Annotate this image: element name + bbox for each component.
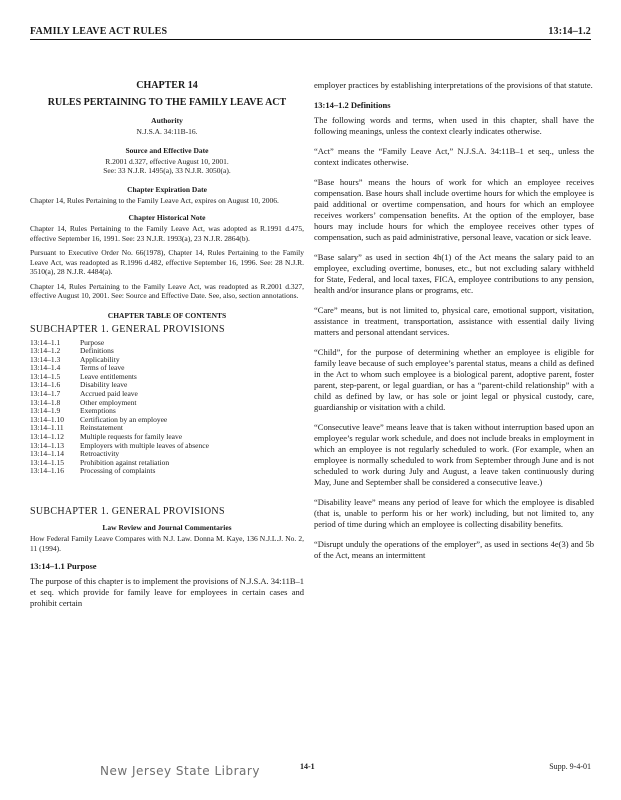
definition-child: “Child”, for the purpose of determining whether an employee is eligible for family leave because of such employee’s parental status, means a child as defined in the Act to whom such employee is a biological parent, adoptive parent, foster parent, step-parent, or legal guardian, or has a “parent-child relationship” with a child as defined by law, or has sole or joint legal or physical custody, care, guardianship or visitation with a child. [314,347,594,412]
toc-number: 13:14–1.16 [30,466,64,476]
toc-entry[interactable] [30,442,304,451]
toc-entry[interactable] [30,416,304,425]
toc-title: Disability leave [80,380,128,390]
supplement-date: Supp. 9-4-01 [549,762,591,771]
toc-number: 13:14–1.1 [30,337,61,347]
definition-consecutive-leave: “Consecutive leave” means leave that is taken without interruption based upon an employee’s regular work schedule, and does not include breaks in employment in which an employee is not regularly scheduled to work. (For example, when an employee is normally scheduled to work from September through June and is not scheduled to work during July and August, a leave taken continuously during May, June and September shall be considered a consecutive leave.) [314,422,594,487]
source-heading: Source and Effective Date [125,145,209,155]
toc-title: Multiple requests for family leave [80,432,183,442]
toc-title: Purpose [80,337,105,347]
chapter-number: CHAPTER 14 [136,80,198,91]
toc-title: Accrued paid leave [80,389,138,399]
toc-number: 13:14–1.9 [30,406,61,416]
toc-title: Other employment [80,397,137,407]
toc-number: 13:14–1.10 [30,414,64,424]
toc-title: Processing of complaints [80,466,156,476]
toc-number: 13:14–1.13 [30,440,64,450]
toc-entry[interactable] [30,373,304,382]
toc-number: 13:14–1.3 [30,354,61,364]
definitions-heading: 13:14–1.2 Definitions [314,100,391,110]
definition-act: “Act” means the “Family Leave Act,” N.J.S.A. 34:11B–1 et seq., unless the context indicates otherwise. [314,146,594,167]
toc-title: Employers with multiple leaves of absence [80,440,209,450]
authority-text: N.J.S.A. 34:11B-16. [136,127,198,136]
authority-heading: Authority [151,116,183,125]
historical-note-3: Chapter 14, Rules Pertaining to the Family Leave Act, was readopted as R.2001 d.327, effective August 10, 2001. See: Source and Effective Date. See, also, section annotations. [30,281,304,300]
page-number: 14-1 [300,762,315,771]
running-header [30,26,591,40]
source-line-1: R.2001 d.327, effective August 10, 2001. [105,156,229,166]
definition-care: “Care” means, but is not limited to, physical care, emotional support, visitation, assistance in treatment, transportation, assistance with essential daily living matters and personal attendant services. [314,305,594,337]
expiration-heading: Chapter Expiration Date [127,184,207,194]
purpose-text: The purpose of this chapter is to implement the provisions of N.J.S.A. 34:11B–1 et seq. which provide for family leave for employees in certain cases and prohibit certain [30,576,304,608]
header-section-number: 13:14–1.2 [548,26,591,37]
definition-disability-leave: “Disability leave” means any period of leave for which the employee is disabled (that is, unable to perform his or her work) including, but not limited to, any period of time during which an employee is collecting disability benefits. [314,497,594,529]
toc-number: 13:14–1.4 [30,363,61,373]
definition-disrupt-unduly: “Disrupt unduly the operations of the employer”, as used in sections 4e(3) and 5b of the Act, means an intermittent [314,539,594,560]
toc-number: 13:14–1.8 [30,397,61,407]
toc-title: Terms of leave [80,363,125,373]
toc-number: 13:14–1.12 [30,432,64,442]
toc-entry[interactable] [30,459,304,468]
toc-entry[interactable] [30,390,304,399]
toc-entry[interactable] [30,339,304,348]
historical-note-1: Chapter 14, Rules Pertaining to the Family Leave Act, was adopted as R.1991 d.475, effective September 16, 1991. See: 23 N.J.R. 1993(a), 23 N.J.R. 2864(b). [30,224,304,243]
header-title: FAMILY LEAVE ACT RULES [30,26,168,37]
subchapter-heading: SUBCHAPTER 1. GENERAL PROVISIONS [30,323,225,335]
subchapter-body-heading: SUBCHAPTER 1. GENERAL PROVISIONS [30,506,225,517]
law-review-text: How Federal Family Leave Compares with N.J. Law. Donna M. Kaye, 136 N.J.L.J. No. 2, 11 (1994). [30,534,304,553]
purpose-heading: 13:14–1.1 Purpose [30,561,97,571]
chapter-title: RULES PERTAINING TO THE FAMILY LEAVE ACT [47,97,287,108]
toc-number: 13:14–1.5 [30,371,61,381]
table-of-contents [30,339,304,477]
purpose-continued: employer practices by establishing interpretations of the provisions of that statute. [314,80,593,90]
toc-entry[interactable] [30,407,304,416]
toc-entry[interactable] [30,399,304,408]
law-review-heading: Law Review and Journal Commentaries [102,523,232,532]
toc-title: Exemptions [80,406,116,416]
right-column [314,80,594,570]
toc-number: 13:14–1.11 [30,423,64,433]
toc-title: Leave entitlements [80,371,137,381]
table-of-contents-heading: CHAPTER TABLE OF CONTENTS [107,310,227,320]
definitions-intro: The following words and terms, when used in this chapter, shall have the following meanings, unless the context clearly indicates otherwise. [314,115,594,136]
toc-title: Retroactivity [80,449,120,459]
library-stamp: New Jersey State Library [100,764,260,778]
toc-number: 13:14–1.14 [30,449,64,459]
toc-entry[interactable] [30,347,304,356]
toc-title: Certification by an employee [80,414,168,424]
toc-number: 13:14–1.2 [30,346,61,356]
toc-title: Applicability [80,354,120,364]
definition-base-salary: “Base salary” as used in section 4h(1) of the Act means the salary paid to an employee, excluding overtime, bonuses, etc., but not excluding salary withheld for State, Federal, and local taxes, FICA, employee contributions to any pension, health and/or insurance plans or programs, etc. [314,252,594,295]
toc-entry[interactable] [30,364,304,373]
toc-title: Definitions [80,346,114,356]
toc-title: Prohibition against retaliation [80,457,170,467]
toc-number: 13:14–1.7 [30,389,61,399]
toc-number: 13:14–1.6 [30,380,61,390]
expiration-text: Chapter 14, Rules Pertaining to the Family Leave Act, expires on August 10, 2006. [30,195,279,205]
toc-entry[interactable] [30,467,304,476]
historical-note-heading: Chapter Historical Note [128,213,206,222]
definition-base-hours: “Base hours” means the hours of work for which an employee receives compensation. Base hours shall include overtime hours for which the employee is paid additional or overtime compensation, and hours for which an employee receives workers’ compensation benefits. At the option of the employer, base hours may include hours for which the employee receives other types of compensation, such as paid administrative, personal leave, vacation or sick leave. [314,177,594,242]
toc-entry[interactable] [30,356,304,365]
toc-number: 13:14–1.15 [30,457,64,467]
left-column [30,80,304,618]
historical-note-2: Pursuant to Executive Order No. 66(1978), Chapter 14, Rules Pertaining to the Family Leave Act, was readopted as R.1996 d.482, effective September 16, 1996. See: 28 N.J.R. 3510(a), 28 N.J.R. 4484(a). [30,248,304,276]
toc-title: Reinstatement [80,423,123,433]
source-line-2: See: 33 N.J.R. 1495(a), 33 N.J.R. 3050(a). [103,166,231,175]
toc-entry[interactable] [30,381,304,390]
